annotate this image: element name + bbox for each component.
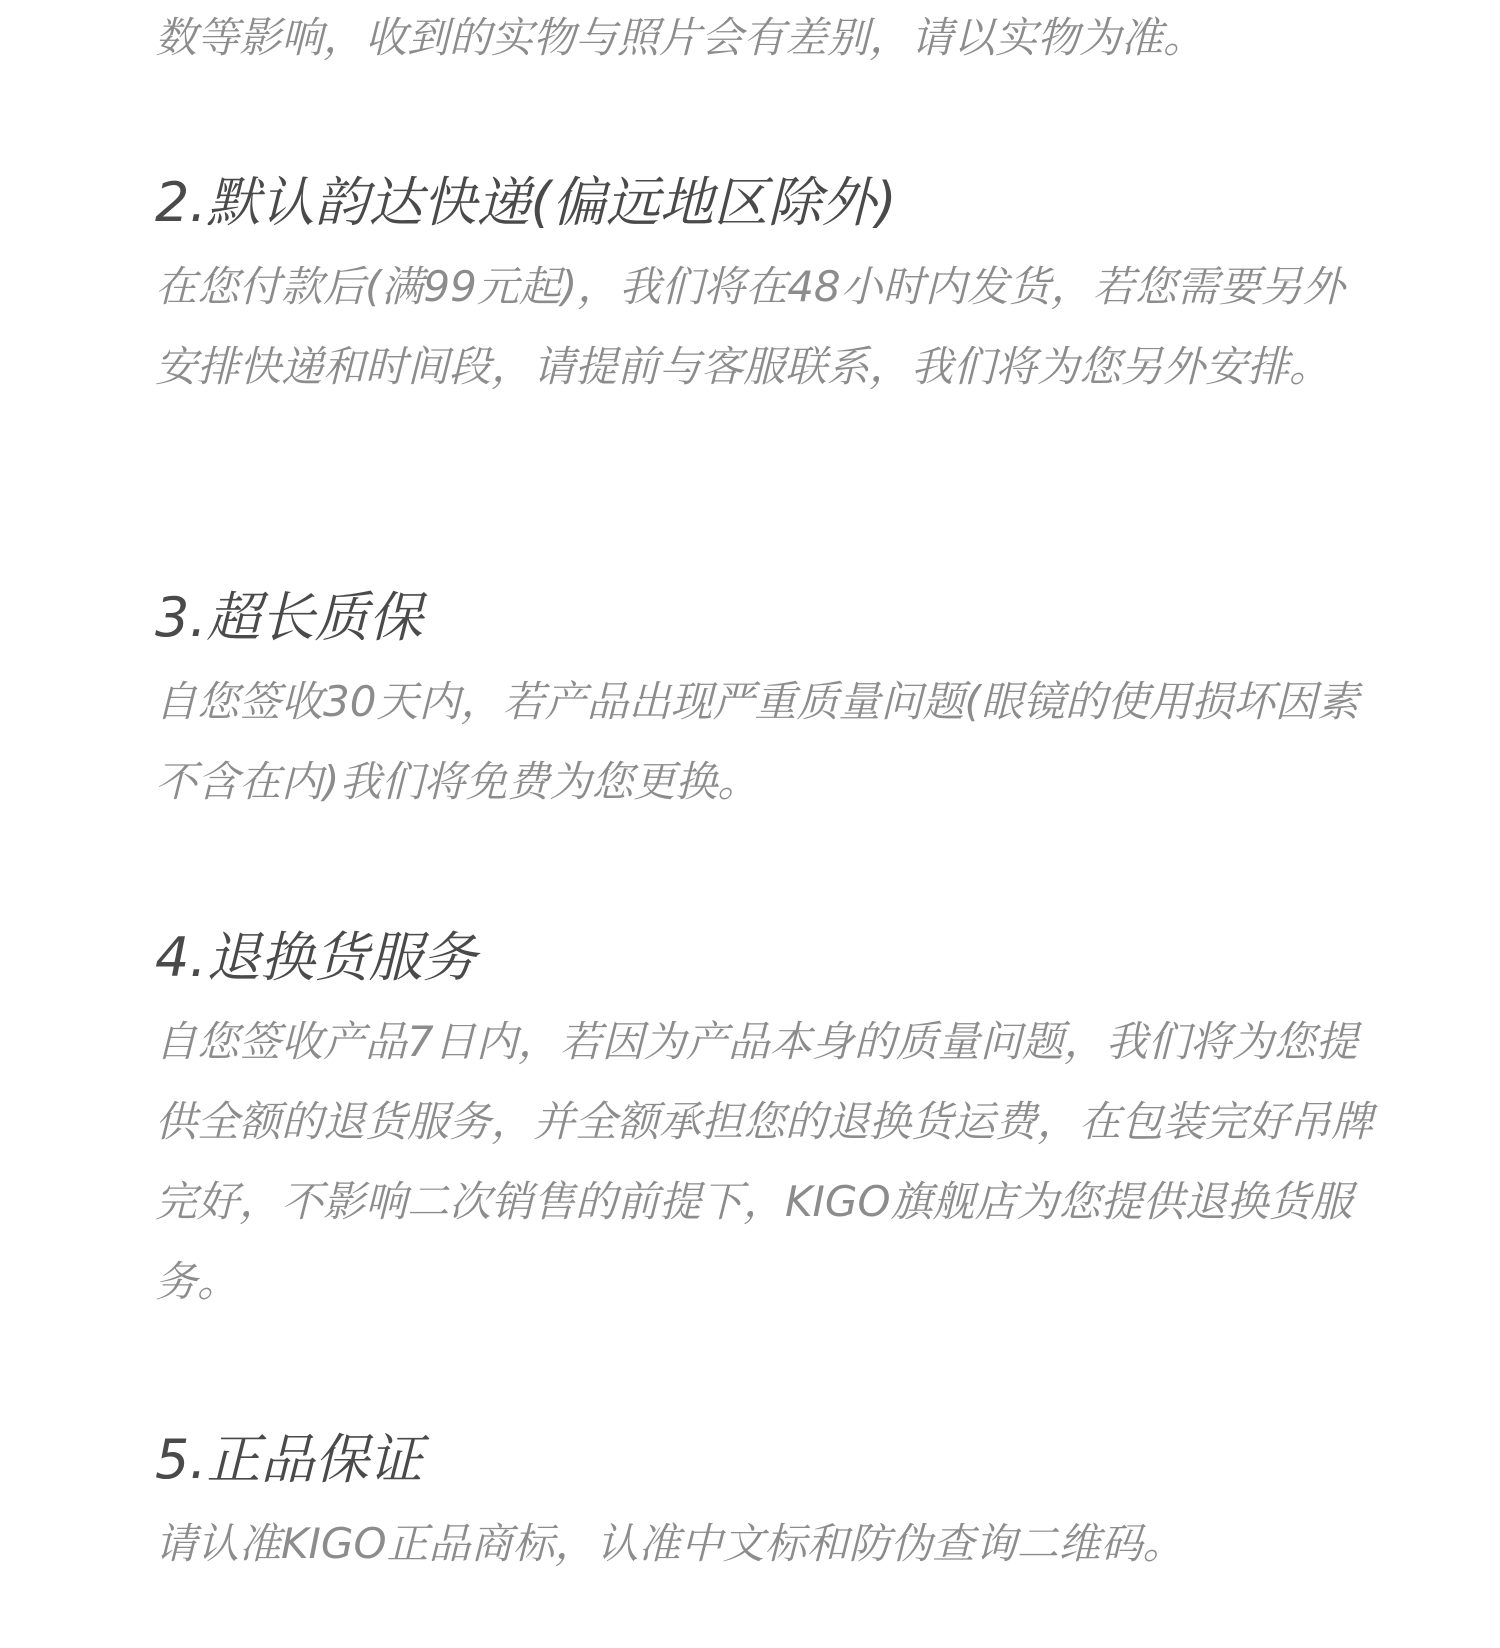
section-body-warranty: 自您签收30天内，若产品出现严重质量问题(眼镜的使用损坏因素不含在内)我们将免费为您更换。 [155, 677, 1359, 806]
section-body-authentic: 请认准KIGO正品商标，认准中文标和防伪查询二维码。 [155, 1519, 1185, 1568]
section-body-returns: 自您签收产品7日内，若因为产品本身的质量问题，我们将为您提供全额的退货服务，并全额承担您的退换货运费，在包装完好吊牌完好，不影响二次销售的前提下，KIGO旗舰店为您提供退换货服务。 [155, 1017, 1374, 1306]
section-heading-returns: 4.退换货服务 [155, 926, 477, 989]
section-returns [155, 918, 1385, 1322]
section-warranty [155, 578, 1385, 822]
section-shipping [155, 163, 1385, 407]
section-body-shipping: 在您付款后(满99元起)，我们将在48小时内发货，若您需要另外安排快递和时间段，请提前与客服联系，我们将为您另外安排。 [155, 262, 1345, 391]
section-heading-shipping: 2.默认韵达快递(偏远地区除外) [155, 171, 897, 234]
intro-tail-text: 数等影响，收到的实物与照片会有差别，请以实物为准。 [155, 13, 1206, 62]
section-heading-warranty: 3.超长质保 [155, 586, 423, 649]
section-heading-authentic: 5.正品保证 [155, 1428, 423, 1491]
section-authentic [155, 1420, 1385, 1584]
